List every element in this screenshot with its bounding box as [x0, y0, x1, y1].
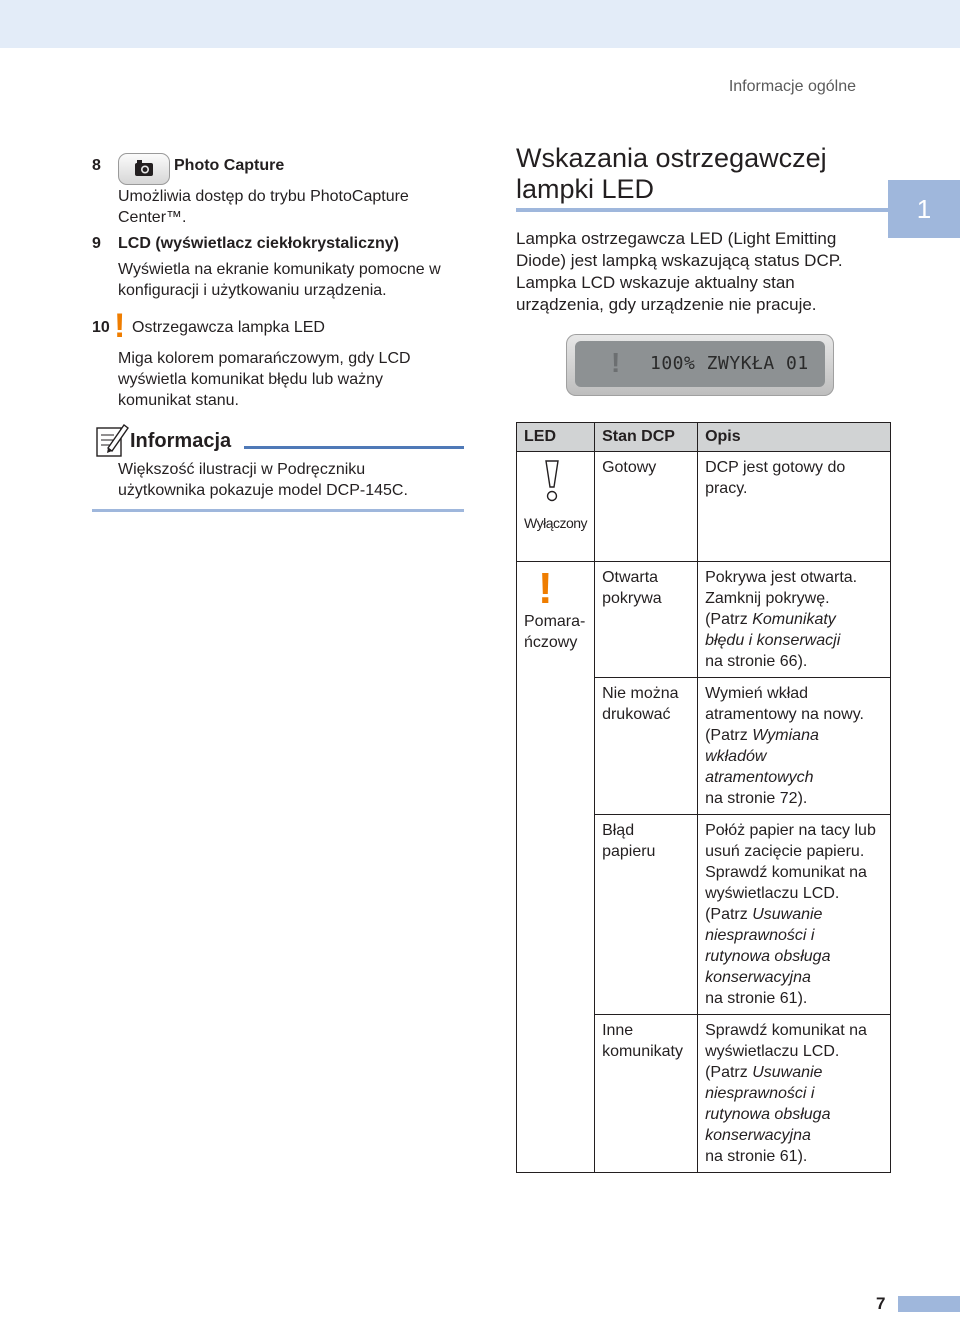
note-title: Informacja [130, 430, 232, 452]
item-number: 8 [92, 157, 101, 174]
item-title-photo-capture: Photo Capture [174, 157, 285, 174]
warning-led-icon: ! [114, 307, 126, 345]
table-cell: Gotowy [595, 452, 698, 562]
table-cell: DCP jest gotowy do pracy. [698, 452, 891, 562]
table-cell: Pokrywa jest otwarta. Zamknij pokrywę. (Patrz Komunikaty błędu i konserwacji na stronie 66). [698, 562, 891, 678]
table-cell: Inne komunikaty [595, 1015, 698, 1173]
note-body: Większość ilustracji w Podręczniku użytkownika pokazuje model DCP-145C. [118, 461, 408, 499]
table-header-row [517, 423, 891, 452]
footer-bar [898, 1296, 960, 1312]
item-description: Miga kolorem pomarańczowym, gdy LCD wyświetla komunikat błędu lub ważny komunikat stanu. [118, 350, 411, 409]
led-status-table [516, 422, 891, 1173]
section-heading: Wskazania ostrzegawczej lampki LED [516, 143, 827, 204]
section-intro: Lampka ostrzegawcza LED (Light Emitting Diode) jest lampką wskazującą status DCP. Lampka LCD wskazuje aktualny stan urządzenia, gdy urządzenie nie pracuje. [516, 229, 843, 314]
led-off-icon [542, 459, 562, 503]
table-cell: Błąd papieru [595, 815, 698, 1015]
heading-rule [516, 208, 888, 212]
led-orange-label: Pomara- ńczowy [524, 613, 586, 651]
item-title-lcd: LCD (wyświetlacz ciekłokrystaliczny) [118, 235, 399, 252]
item-description: Wyświetla na ekranie komunikaty pomocne w konfiguracji i użytkowaniu urządzenia. [118, 261, 441, 299]
lcd-text: 100% ZWYKŁA 01 [650, 353, 809, 374]
table-cell: Nie można drukować [595, 678, 698, 815]
top-bar [0, 0, 960, 48]
column-header: Stan DCP [595, 423, 698, 452]
table-row [517, 452, 891, 562]
table-cell: Otwarta pokrywa [595, 562, 698, 678]
led-off-label: Wyłączony [524, 515, 588, 531]
note-pencil-icon [94, 421, 130, 459]
table-row [517, 562, 891, 678]
item-description: Umożliwia dostęp do trybu PhotoCapture Center™. [118, 188, 409, 226]
page-number: 7 [876, 1294, 886, 1313]
led-cell [517, 452, 595, 562]
table-cell: Wymień wkład atramentowy na nowy. (Patrz Wymiana wkładów atramentowych na stronie 72). [698, 678, 891, 815]
note-divider [244, 446, 464, 449]
led-cell [517, 562, 595, 1173]
column-header: LED [517, 423, 595, 452]
camera-icon [119, 154, 169, 184]
note-bottom-rule [92, 509, 464, 512]
column-header: Opis [698, 423, 891, 452]
chapter-tab: 1 [888, 180, 960, 238]
item-number: 9 [92, 235, 101, 252]
item-number: 10 [92, 319, 110, 336]
item-title-warning-led: Ostrzegawcza lampka LED [132, 319, 325, 336]
lcd-warning-icon: ! [611, 347, 621, 378]
table-cell: Sprawdź komunikat na wyświetlaczu LCD. (Patrz Usuwanie niesprawności i rutynowa obsługa konserwacyjna na stronie 61). [698, 1015, 891, 1173]
led-orange-icon: ! [538, 564, 553, 613]
running-header: Informacje ogólne [728, 78, 856, 95]
photo-capture-button-image [118, 153, 170, 185]
table-cell: Połóż papier na tacy lub usuń zacięcie papieru. Sprawdź komunikat na wyświetlaczu LCD. (Patrz Usuwanie niesprawności i rutynowa obsługa konserwacyjna na stronie 61). [698, 815, 891, 1015]
